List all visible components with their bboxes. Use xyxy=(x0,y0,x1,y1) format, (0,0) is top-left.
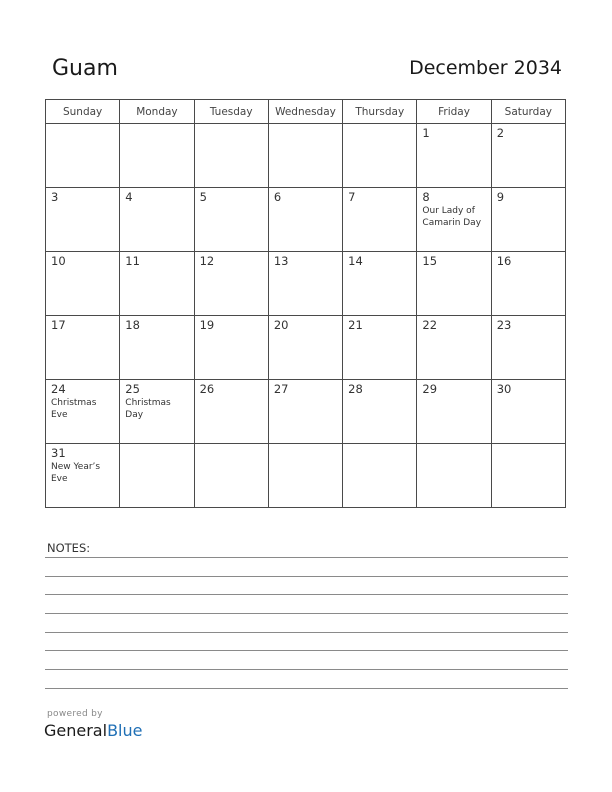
note-line xyxy=(45,576,568,577)
week-row xyxy=(46,316,566,380)
week-row xyxy=(46,252,566,316)
holiday-label: Our Lady of Camarin Day xyxy=(422,206,482,228)
day-number: 3 xyxy=(51,190,59,204)
day-number: 24 xyxy=(51,382,66,396)
day-cell xyxy=(268,316,342,380)
day-cell xyxy=(194,380,268,444)
weekday-thursday: Thursday xyxy=(343,100,417,124)
day-cell xyxy=(194,124,268,188)
day-number: 18 xyxy=(125,318,140,332)
day-number: 30 xyxy=(496,382,512,396)
day-cell xyxy=(417,444,491,508)
day-number: 11 xyxy=(125,254,140,268)
week-row xyxy=(46,188,566,252)
day-number: 7 xyxy=(348,190,356,204)
calendar-grid xyxy=(45,99,566,508)
day-number: 2 xyxy=(496,126,505,140)
day-cell xyxy=(194,316,268,380)
weekday-monday: Monday xyxy=(120,100,194,124)
day-cell xyxy=(120,188,194,252)
day-number: 29 xyxy=(422,382,438,396)
day-cell xyxy=(343,188,417,252)
day-number: 21 xyxy=(348,318,363,332)
day-number: 9 xyxy=(496,190,505,204)
day-number: 10 xyxy=(51,254,66,268)
day-cell xyxy=(120,252,194,316)
holiday-label: Christmas Eve xyxy=(51,398,97,420)
holiday-label: Christmas Day xyxy=(125,398,171,420)
weekday-friday: Friday xyxy=(417,100,491,124)
day-cell xyxy=(491,380,565,444)
week-row xyxy=(46,380,566,444)
day-number: 14 xyxy=(348,254,363,268)
day-cell xyxy=(343,124,417,188)
day-cell xyxy=(417,380,491,444)
weekday-sunday: Sunday xyxy=(46,100,120,124)
day-cell xyxy=(417,124,491,188)
note-line xyxy=(45,557,568,558)
day-number: 16 xyxy=(496,254,512,268)
notes-label: NOTES: xyxy=(47,541,91,555)
powered-by-text: powered by xyxy=(47,709,103,719)
day-cell xyxy=(120,124,194,188)
day-number: 12 xyxy=(199,254,215,268)
day-cell xyxy=(46,380,120,444)
week-row xyxy=(46,444,566,508)
day-number: 28 xyxy=(348,382,363,396)
day-cell xyxy=(268,380,342,444)
day-cell xyxy=(46,316,120,380)
day-number: 1 xyxy=(422,126,430,140)
week-row xyxy=(46,124,566,188)
day-cell xyxy=(491,188,565,252)
day-cell xyxy=(417,316,491,380)
day-number: 31 xyxy=(51,446,66,460)
day-cell xyxy=(268,188,342,252)
day-number: 4 xyxy=(125,190,133,204)
day-number: 26 xyxy=(199,382,215,396)
day-cell xyxy=(491,316,565,380)
day-number: 13 xyxy=(273,254,289,268)
weekday-header-row xyxy=(46,100,566,124)
day-cell xyxy=(194,444,268,508)
day-cell xyxy=(46,252,120,316)
day-number: 8 xyxy=(422,190,430,204)
note-line xyxy=(45,632,568,633)
weekday-saturday: Saturday xyxy=(491,100,565,124)
day-number: 19 xyxy=(199,318,215,332)
day-number: 15 xyxy=(422,254,438,268)
day-cell xyxy=(268,444,342,508)
day-cell xyxy=(491,444,565,508)
day-cell xyxy=(343,380,417,444)
day-number: 27 xyxy=(273,382,289,396)
day-number: 20 xyxy=(273,318,289,332)
day-cell xyxy=(46,188,120,252)
day-number: 17 xyxy=(51,318,66,332)
day-cell xyxy=(268,124,342,188)
day-cell xyxy=(120,380,194,444)
note-line xyxy=(45,688,568,689)
day-cell xyxy=(194,252,268,316)
day-cell xyxy=(491,252,565,316)
day-cell xyxy=(120,444,194,508)
note-line xyxy=(45,613,568,614)
day-cell xyxy=(343,444,417,508)
note-line xyxy=(45,669,568,670)
weekday-wednesday: Wednesday xyxy=(268,100,342,124)
month-year-title: December 2034 xyxy=(409,57,562,79)
day-cell xyxy=(417,188,491,252)
day-cell xyxy=(120,316,194,380)
note-line xyxy=(45,650,568,651)
brand-blue: Blue xyxy=(107,721,143,740)
day-cell xyxy=(343,252,417,316)
day-cell xyxy=(268,252,342,316)
brand-general: General xyxy=(44,721,108,740)
holiday-label: New Year’s Eve xyxy=(51,462,101,484)
day-number: 23 xyxy=(496,318,512,332)
day-cell xyxy=(46,444,120,508)
day-number: 22 xyxy=(422,318,438,332)
day-number: 25 xyxy=(125,382,140,396)
day-cell xyxy=(46,124,120,188)
weekday-tuesday: Tuesday xyxy=(194,100,268,124)
day-cell xyxy=(417,252,491,316)
region-title: Guam xyxy=(52,56,118,81)
day-cell xyxy=(194,188,268,252)
day-cell xyxy=(343,316,417,380)
day-cell xyxy=(491,124,565,188)
brand-logo xyxy=(44,721,142,740)
day-number: 6 xyxy=(273,190,282,204)
day-number: 5 xyxy=(199,190,207,204)
note-line xyxy=(45,594,568,595)
